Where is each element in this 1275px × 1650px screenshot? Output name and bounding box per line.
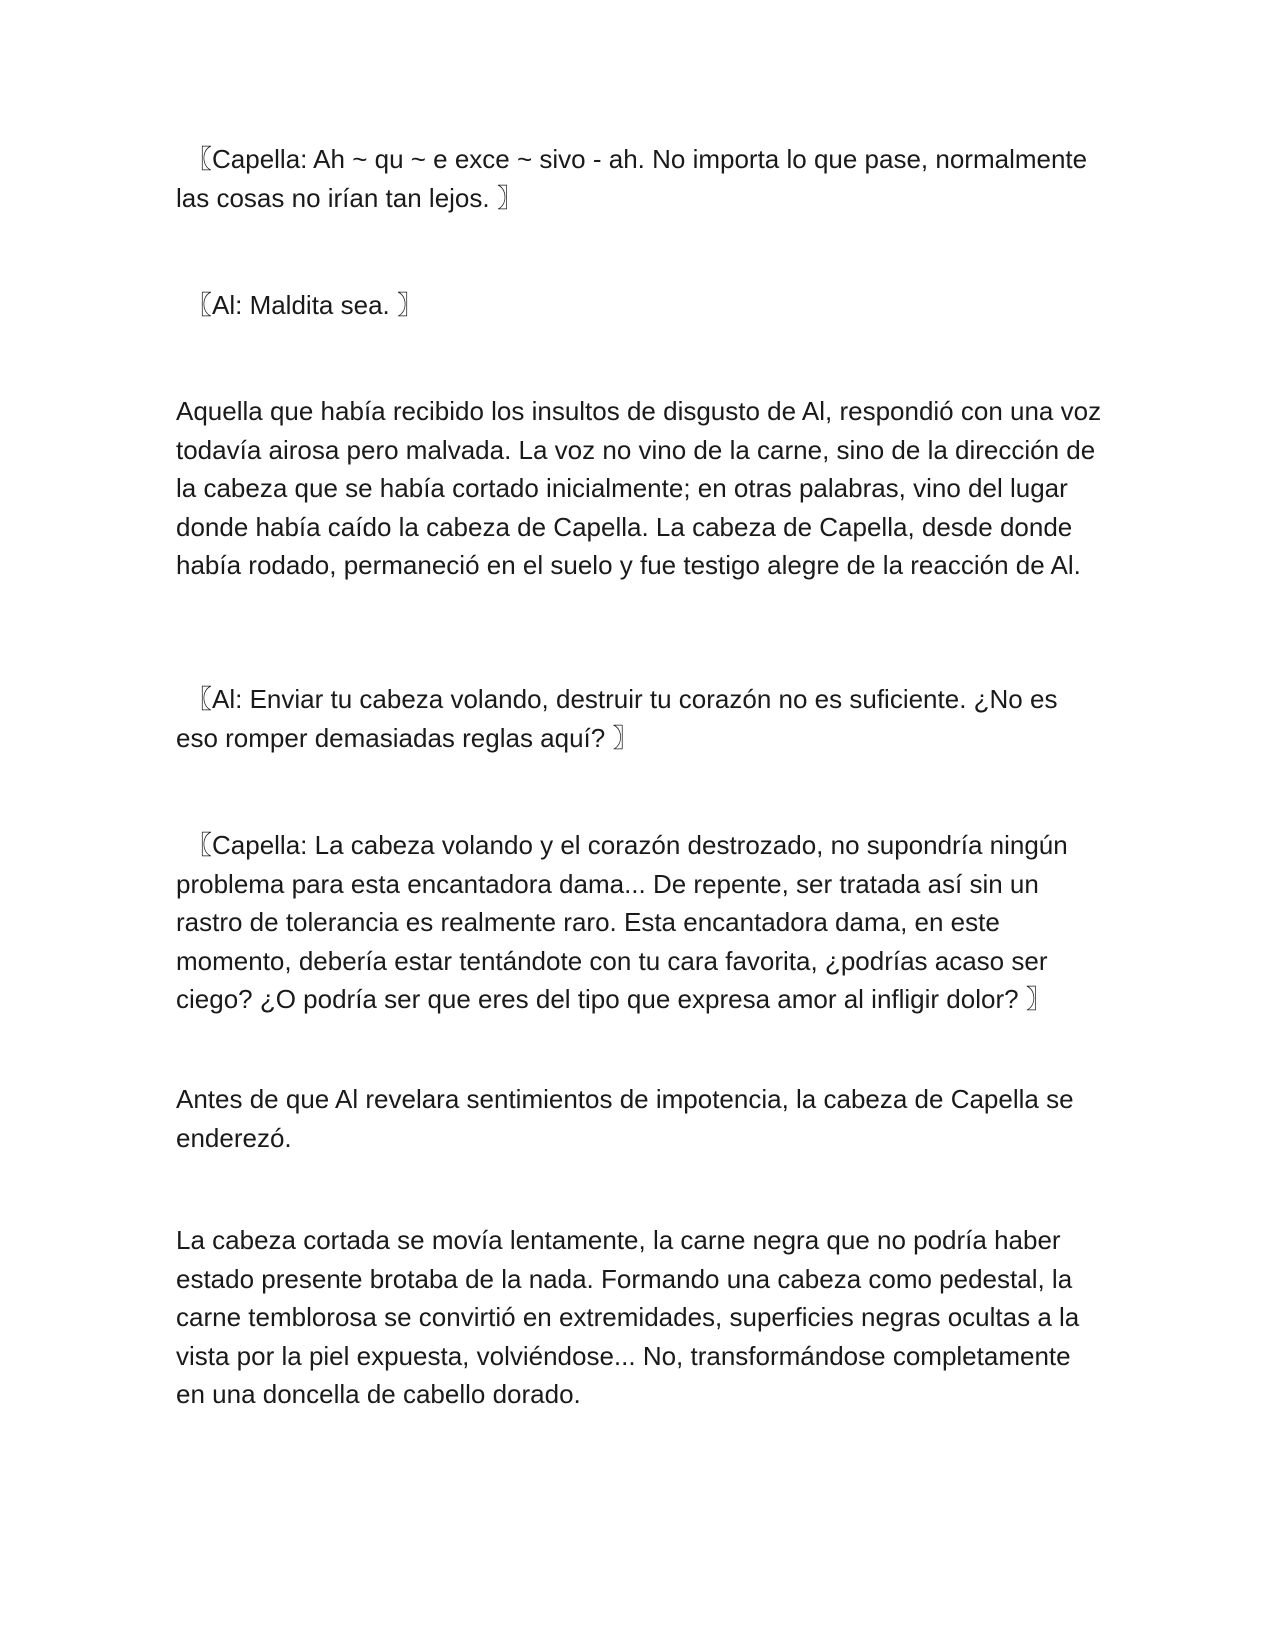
narration-paragraph-2: Antes de que Al revelara sentimientos de impotencia, la cabeza de Capella se enderezó. (176, 1084, 1074, 1153)
narration-paragraph-3: La cabeza cortada se movía lentamente, la carne negra que no podría haber estado presente brotaba de la nada. Formando una cabeza como pedestal, la carne temblorosa se convirtió en extremidades, superficies negras ocultas a la vista por la piel expuesta, volviéndose... No, transformándose completamente en una doncella de cabello dorado. (176, 1225, 1080, 1409)
dialogue-capella-1: 〖Capella: Ah ~ qu ~ e exce ~ sivo - ah. No importa lo que pase, normalmente las cosas no irían tan lejos. 〗 (176, 144, 1088, 213)
dialogue-capella-2: 〖Capella: La cabeza volando y el corazón destrozado, no supondría ningún problema para esta encantadora dama... De repente, ser tratada así sin un rastro de tolerancia es realmente raro. Esta encantadora dama, en este momento, debería estar tentándote con tu cara favorita, ¿podrías acaso ser ciego? ¿O podría ser que eres del tipo que expresa amor al infligir dolor? 〗 (176, 830, 1068, 1014)
dialogue-al-1: 〖Al: Maldita sea. 〗 (186, 290, 423, 320)
dialogue-al-2: 〖Al: Enviar tu cabeza volando, destruir tu corazón no es suficiente. ¿No es eso romper demasiadas reglas aquí? 〗 (176, 684, 1058, 753)
narration-paragraph-1: Aquella que había recibido los insultos de disgusto de Al, respondió con una voz todavía airosa pero malvada. La voz no vino de la carne, sino de la dirección de la cabeza que se había cortado inicialmente; en otras palabras, vino del lugar donde había caído la cabeza de Capella. La cabeza de Capella, desde donde había rodado, permaneció en el suelo y fue testigo alegre de la reacción de Al. (176, 396, 1102, 580)
